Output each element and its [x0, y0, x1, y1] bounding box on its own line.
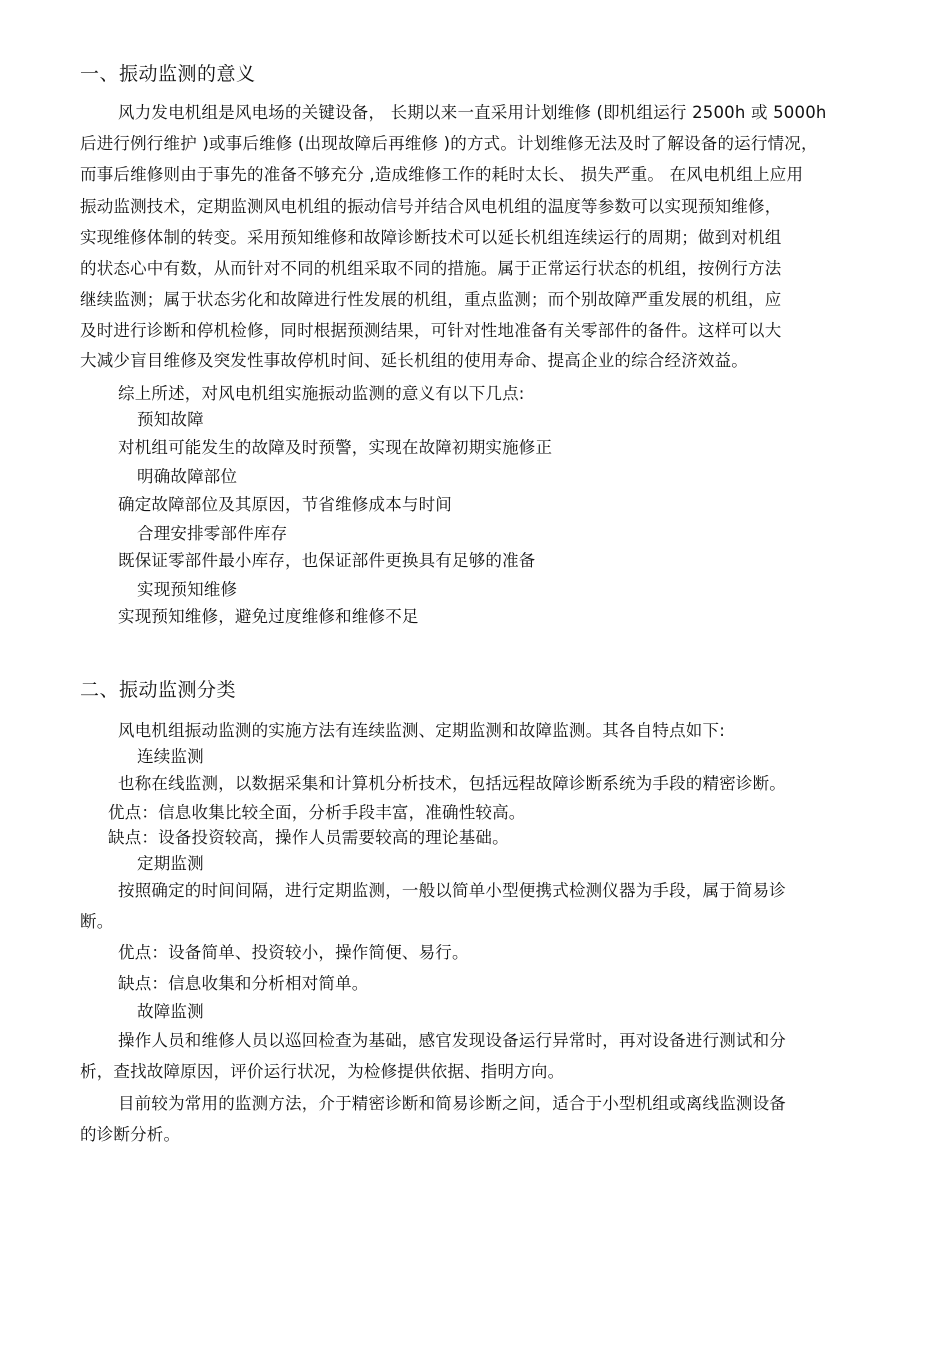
section-1-heading: 一、振动监测的意义 [80, 63, 256, 85]
category-title: 故障监测 [137, 1002, 204, 1021]
category-title: 连续监测 [137, 747, 204, 766]
category-description: 也称在线监测，以数据采集和计算机分析技术，包括远程故障诊断系统为手段的精密诊断。 [118, 774, 786, 793]
paragraph-line: 继续监测；属于状态劣化和故障进行性发展的机组，重点监测；而个别故障严重发展的机组，应 [80, 290, 782, 309]
point-title: 实现预知维修 [137, 580, 238, 599]
note-line: 目前较为常用的监测方法，介于精密诊断和简易诊断之间，适合于小型机组或离线监测设备 [118, 1094, 786, 1113]
section-2-heading: 二、振动监测分类 [80, 679, 237, 701]
point-description: 既保证零部件最小库存，也保证部件更换具有足够的准备 [118, 551, 536, 570]
paragraph-line: 振动监测技术，定期监测风电机组的振动信号并结合风电机组的温度等参数可以实现预知维修， [80, 197, 782, 216]
point-title: 合理安排零部件库存 [137, 524, 288, 543]
point-description: 确定故障部位及其原因，节省维修成本与时间 [118, 495, 452, 514]
cons-line: 缺点：信息收集和分析相对简单。 [118, 974, 369, 993]
note-line: 的诊断分析。 [80, 1125, 181, 1144]
point-description: 实现预知维修，避免过度维修和维修不足 [118, 607, 419, 626]
category-description: 操作人员和维修人员以巡回检查为基础，感官发现设备运行异常时，再对设备进行测试和分 [118, 1031, 786, 1050]
point-title: 预知故障 [137, 410, 204, 429]
pros-line: 优点：信息收集比较全面，分析手段丰富，准确性较高。 [108, 803, 526, 822]
paragraph-line: 后进行例行维护 )或事后维修 (出现故障后再维修 )的方式。计划维修无法及时了解设备的运行情况， [80, 134, 818, 153]
paragraph-line: 及时进行诊断和停机检修，同时根据预测结果，可针对性地准备有关零部件的备件。这样可以大 [80, 321, 782, 340]
category-title: 定期监测 [137, 854, 204, 873]
intro-line: 风电机组振动监测的实施方法有连续监测、定期监测和故障监测。其各自特点如下: [118, 721, 725, 740]
paragraph-line: 风力发电机组是风电场的关键设备， 长期以来一直采用计划维修 (即机组运行 2500h 或 5000h [118, 103, 827, 122]
paragraph-line: 实现维修体制的转变。采用预知维修和故障诊断技术可以延长机组连续运行的周期；做到对机组 [80, 228, 782, 247]
paragraph-line: 大减少盲目维修及突发性事故停机时间、延长机组的使用寿命、提高企业的综合经济效益。 [80, 351, 748, 370]
category-description: 断。 [80, 912, 114, 931]
paragraph-line: 而事后维修则由于事先的准备不够充分 ,造成维修工作的耗时太长、 损失严重。 在风电机组上应用 [80, 165, 804, 184]
paragraph-line: 的状态心中有数，从而针对不同的机组采取不同的措施。属于正常运行状态的机组，按例行方法 [80, 259, 782, 278]
category-description: 按照确定的时间间隔，进行定期监测，一般以简单小型便携式检测仪器为手段，属于简易诊 [118, 881, 786, 900]
category-description: 析，查找故障原因，评价运行状况，为检修提供依据、指明方向。 [80, 1062, 565, 1081]
point-description: 对机组可能发生的故障及时预警，实现在故障初期实施修正 [118, 438, 553, 457]
cons-line: 缺点：设备投资较高，操作人员需要较高的理论基础。 [108, 828, 509, 847]
point-title: 明确故障部位 [137, 467, 238, 486]
summary-line: 综上所述，对风电机组实施振动监测的意义有以下几点: [118, 384, 525, 403]
pros-line: 优点：设备简单、投资较小，操作简便、易行。 [118, 943, 469, 962]
